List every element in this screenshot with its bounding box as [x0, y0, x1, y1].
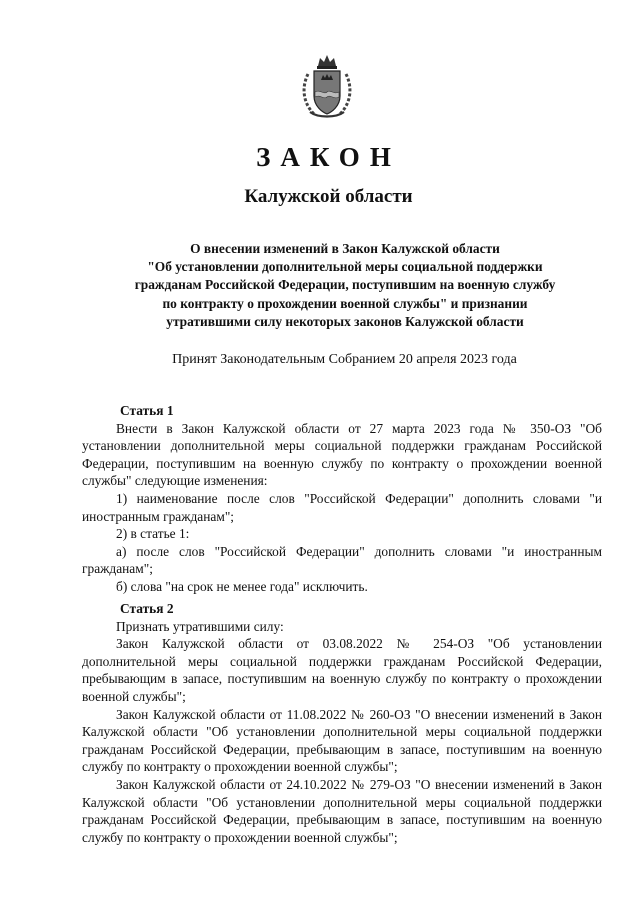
- article-paragraph: а) после слов "Российской Федерации" дополнить словами "и иностранным гражданам";: [82, 543, 602, 577]
- heading-line: по контракту о прохождении военной службы" и признании: [162, 295, 528, 311]
- article-paragraph: 2) в статье 1:: [116, 526, 190, 542]
- law-title: ЗАКОН: [256, 142, 401, 172]
- adoption-date: Принят Законодательным Собранием 20 апреля 2023 года: [172, 352, 517, 367]
- article-2: [82, 600, 602, 846]
- article-paragraph: Закон Калужской области от 11.08.2022 № 260-ОЗ "О внесении изменений в Закон Калужской области "Об установлении дополнительной меры социальной поддержки гражданам Российской Федерации, пребывающим в запасе, поступившим на военную службу по контракту о прохождении военной службы";: [82, 706, 602, 775]
- article-paragraph: Закон Калужской области от 24.10.2022 № 279-ОЗ "О внесении изменений в Закон Калужской области "Об установлении дополнительной меры социальной поддержки гражданам Российской Федерации, пребывающим в запасе, поступившим на военную службу по контракту о прохождении военной службы";: [82, 776, 602, 845]
- article-1: [82, 402, 602, 596]
- heading-line: гражданам Российской Федерации, поступившим на военную службу: [134, 277, 556, 293]
- heading-line: утратившими силу некоторых законов Калужской области: [166, 313, 524, 329]
- kaluga-coat-of-arms-icon: [296, 52, 358, 122]
- article-paragraph: 1) наименование после слов "Российской Федерации" дополнить словами "и иностранным гражданам";: [82, 490, 602, 524]
- article-paragraph: б) слова "на срок не менее года" исключить.: [116, 578, 368, 594]
- article-1-title: Статья 1: [120, 403, 174, 418]
- article-paragraph: Внести в Закон Калужской области от 27 марта 2023 года № 350-ОЗ "Об установлении дополнительной меры социальной поддержки гражданам Российской Федерации, поступившим на военную службу по контракту о прохождении военной службы" следующие изменения:: [82, 420, 602, 489]
- article-paragraph: Закон Калужской области от 03.08.2022 № 254-ОЗ "Об установлении дополнительной меры социальной поддержки гражданам Российской Федерации, пребывающим в запасе, поступившим на военную службу по контракту о прохождении военной службы";: [82, 636, 602, 704]
- heading-line: О внесении изменений в Закон Калужской области: [190, 241, 500, 256]
- heading-line: "Об установлении дополнительной меры социальной поддержки: [147, 259, 543, 275]
- law-heading: [110, 240, 580, 331]
- article-2-title: Статья 2: [120, 601, 174, 616]
- law-subtitle: Калужской области: [244, 186, 413, 207]
- article-paragraph: Признать утратившими силу:: [116, 618, 284, 634]
